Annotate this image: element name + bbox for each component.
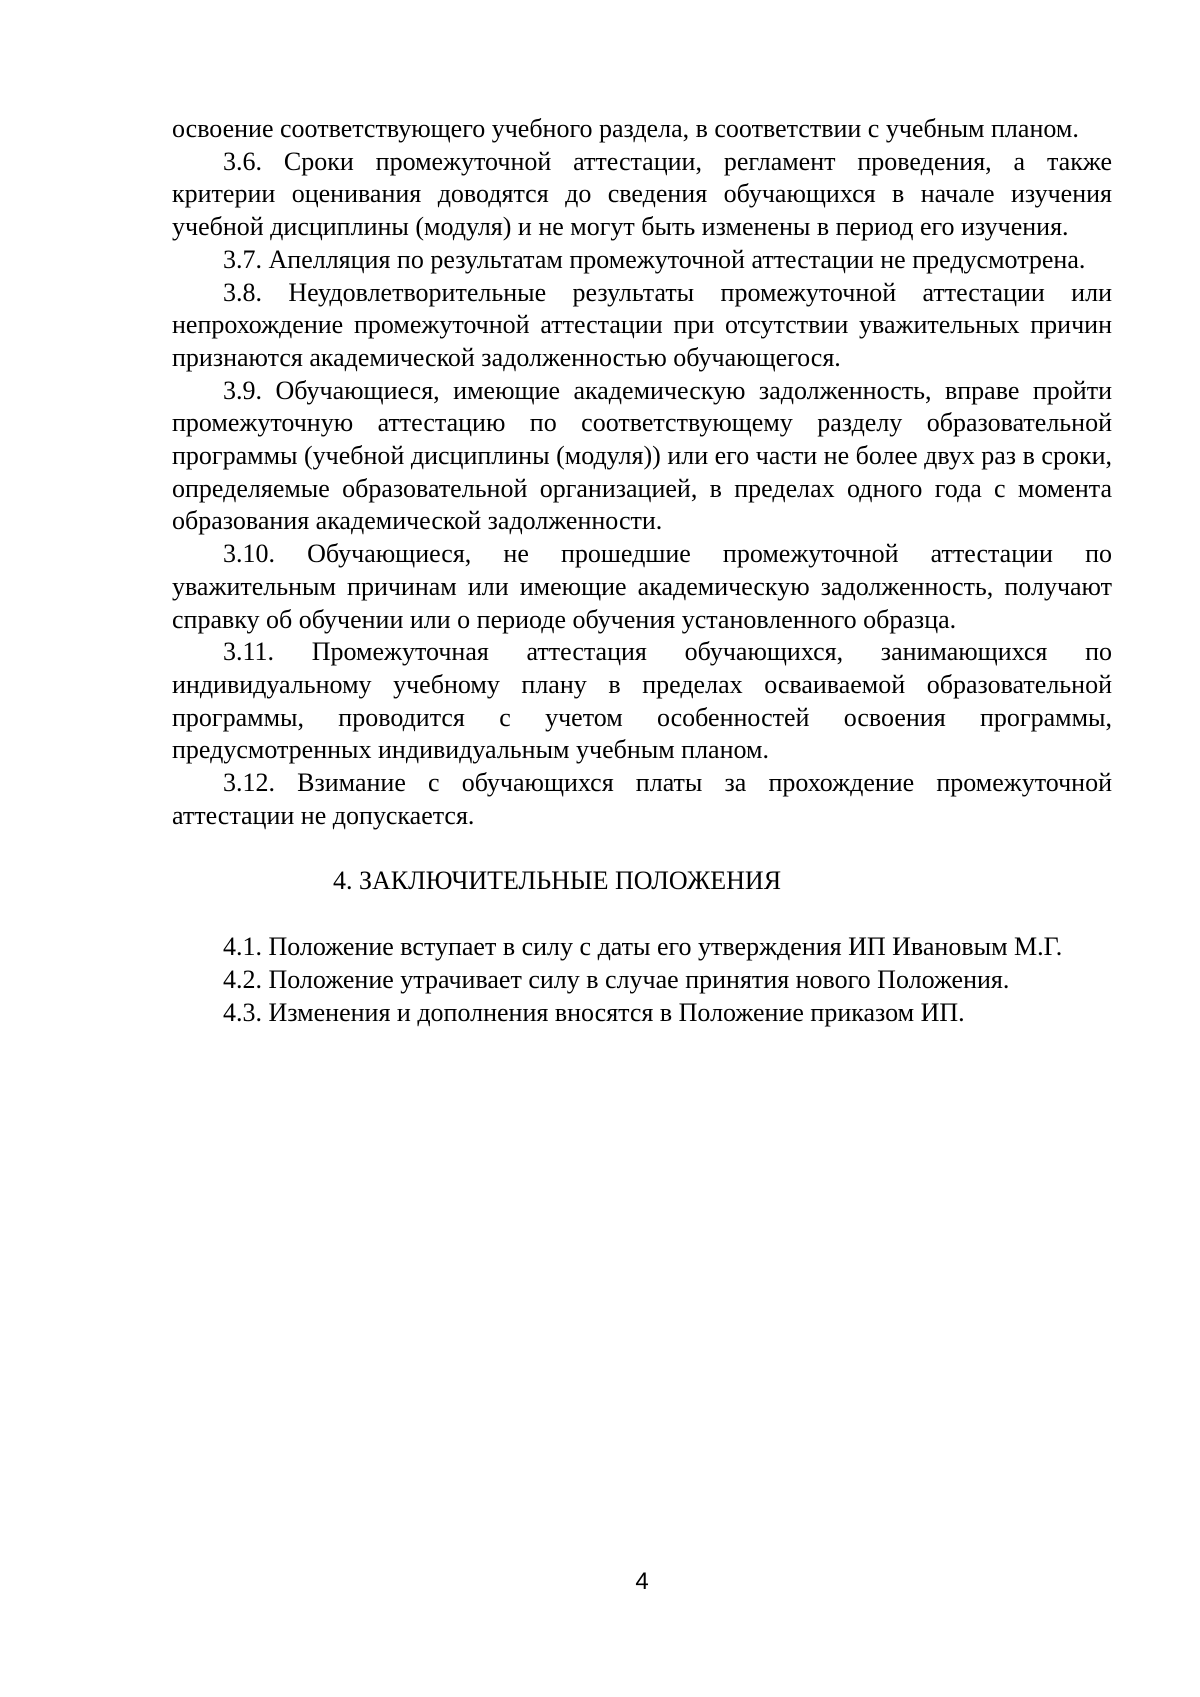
document-body [172,113,1112,1029]
paragraph-3-9: 3.9. Обучающиеся, имеющие академическую задолженность, вправе пройти промежуточную аттестацию по соответствующему разделу образовательной программы (учебной дисциплины (модуля)) или его части не более двух раз в сроки, определяемые образовательной организацией, в пределах одного года с момента образования академической задолженности. [172,375,1112,536]
page-number: 4 [635,1568,649,1595]
paragraph-3-7: 3.7. Апелляция по результатам промежуточной аттестации не предусмотрена. [223,244,1086,274]
paragraph-4-2: 4.2. Положение утрачивает силу в случае принятия нового Положения. [223,964,1010,994]
paragraph-3-10: 3.10. Обучающиеся, не прошедшие промежуточной аттестации по уважительным причинам или имеющие академическую задолженность, получают справку об обучении или о периоде обучения установленного образца. [172,539,1112,634]
paragraph-3-8: 3.8. Неудовлетворительные результаты промежуточной аттестации или непрохождение промежуточной аттестации при отсутствии уважительных причин признаются академической задолженностью обучающегося. [172,277,1112,372]
paragraph-continuation: освоение соответствующего учебного раздела, в соответствии с учебным планом. [172,114,1079,143]
section-heading: 4. ЗАКЛЮЧИТЕЛЬНЫЕ ПОЛОЖЕНИЯ [332,866,782,896]
paragraph-3-6: 3.6. Сроки промежуточной аттестации, регламент проведения, а также критерии оценивания доводятся до сведения обучающихся в начале изучения учебной дисциплины (модуля) и не могут быть изменены в период его изучения. [172,146,1112,242]
paragraph-4-3: 4.3. Изменения и дополнения вносятся в Положение приказом ИП. [223,997,965,1027]
paragraph-4-1: 4.1. Положение вступает в силу с даты его утверждения ИП Ивановым М.Г. [223,932,1063,962]
paragraph-3-11: 3.11. Промежуточная аттестация обучающихся, занимающихся по индивидуальному учебному плану в пределах осваиваемой образовательной программы, проводится с учетом особенностей освоения программы, предусмотренных индивидуальным учебным планом. [172,637,1112,765]
paragraph-3-12: 3.12. Взимание с обучающихся платы за прохождение промежуточной аттестации не допускается. [172,768,1112,830]
